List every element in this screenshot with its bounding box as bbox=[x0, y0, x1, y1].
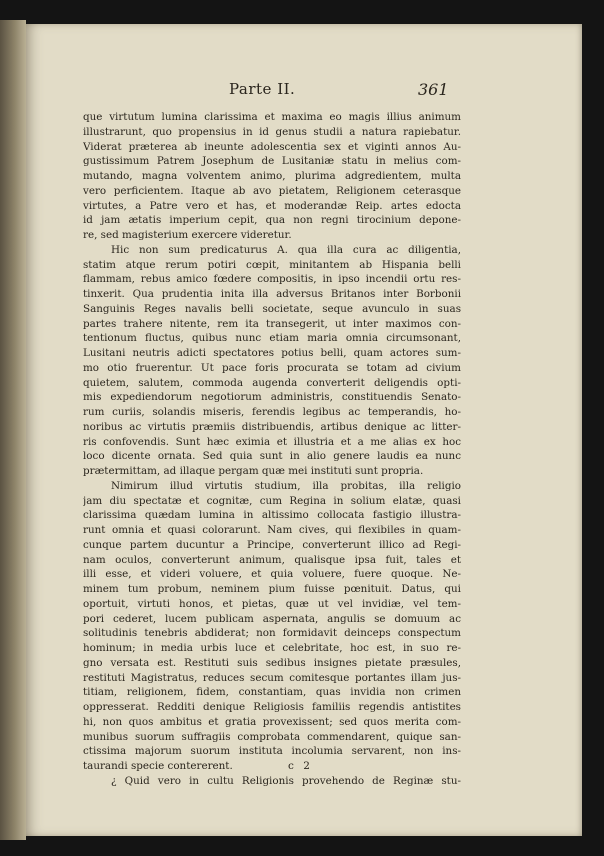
text-line: Hic non sum predicaturus A. qua illa cura ac diligentia, bbox=[111, 243, 461, 256]
text-line: prætermittam, ad illaque pergam quæ mei instituti sunt propria. bbox=[83, 465, 424, 477]
text-line: munibus suorum suffragiis comprobata commendarent, quique san- bbox=[83, 730, 461, 743]
text-line: illustrarunt, quo propensius in id genus studii a natura rapiebatur. bbox=[83, 125, 461, 138]
text-line: noribus ac virtutis præmiis distribuendis, artibus denique ac litter- bbox=[83, 420, 461, 433]
text-line: flammam, rebus amico fœdere compositis, in ipso incendii ortu res- bbox=[83, 273, 461, 286]
text-line: minem tum probum, neminem pium fuisse pœnituit. Datus, qui bbox=[83, 583, 461, 595]
text-line: que virtutum lumina clarissima et maxima eo magis illius animum bbox=[83, 111, 461, 123]
text-line: tentionum fluctus, quibus nunc etiam maria omnia circumsonant, bbox=[83, 332, 461, 345]
text-line: gno versata est. Restituti suis sedibus insignes pietate præsules, bbox=[83, 656, 461, 669]
text-line: cunque partem ducuntur a Principe, converterunt illico ad Regi- bbox=[83, 538, 461, 551]
text-line: rum curiis, solandis miseris, ferendis legibus ac temperandis, ho- bbox=[83, 406, 461, 418]
text-line: jam diu spectatæ et cognitæ, cum Regina in solium elatæ, quasi bbox=[83, 494, 461, 507]
text-line: statim atque rerum potiri cœpit, minitantem ab Hispania belli bbox=[83, 258, 461, 271]
text-line: loco dicente ornata. Sed quia sunt in alio genere laudis ea nunc bbox=[83, 450, 461, 463]
text-line: taurandi specie contererent. bbox=[83, 760, 233, 772]
text-line: clarissima quædam lumina in altissimo collocata fastigio illustra- bbox=[83, 509, 461, 522]
text-line: pori cederet, lucem publicam aspernata, angulis se domuum ac bbox=[83, 612, 461, 625]
text-line: oportuit, virtuti honos, et pietas, quæ ut vel invidiæ, vel tem- bbox=[83, 597, 461, 610]
running-head: Parte II. bbox=[229, 80, 296, 98]
text-line: quietem, salutem, commoda augenda converterit deligendis opti- bbox=[83, 376, 461, 389]
text-line: Sanguinis Reges navalis belli societate, seque avunculo in suas bbox=[83, 302, 461, 315]
signature-mark: c 2 bbox=[288, 760, 313, 772]
text-line: oppresserat. Redditi denique Religiosis familiis regendis antistites bbox=[83, 701, 461, 713]
book-binding bbox=[0, 20, 26, 840]
text-line: mo otio fruerentur. Ut pace foris procurata se totam ad civium bbox=[83, 361, 461, 374]
text-line: vero perficientem. Itaque ab avo pietatem, Religionem ceterasque bbox=[83, 184, 461, 197]
text-line: mis expediendorum negotiorum administris, constituendis Senato- bbox=[83, 391, 461, 404]
text-line: restituti Magistratus, reduces secum comitesque portantes illam jus- bbox=[83, 671, 461, 684]
text-line: ¿ Quid vero in cultu Religionis provehendo de Reginæ stu- bbox=[111, 774, 461, 787]
text-line: ctissima majorum suorum instituta incolumia servarent, non ins- bbox=[83, 745, 461, 758]
book-page bbox=[26, 24, 582, 836]
text-line: re, sed magisterium exercere videretur. bbox=[83, 229, 292, 241]
text-line: illi esse, et videri voluere, et quia voluere, fuere quoque. Ne- bbox=[83, 568, 461, 581]
page-header bbox=[26, 80, 582, 104]
text-line: ris confovendis. Sunt hæc eximia et illustria et a me alias ex hoc bbox=[83, 435, 461, 448]
text-line: tinxerit. Qua prudentia inita illa adversus Britanos inter Borbonii bbox=[83, 288, 461, 300]
text-line: gustissimum Patrem Josephum de Lusitaniæ statu in melius com- bbox=[83, 155, 461, 168]
text-line: mutando, magna volventem animo, plurima adgredientem, multa bbox=[83, 170, 461, 182]
text-line: partes trahere nitente, rem ita transegerit, ut inter maximos con- bbox=[83, 317, 461, 330]
text-line: nam oculos, converterunt animum, qualisque ipsa fuit, tales et bbox=[83, 553, 461, 566]
text-line: Viderat præterea ab ineunte adolescentia sex et viginti annos Au- bbox=[83, 140, 461, 153]
text-line: hominum; in media urbis luce et celebritate, hoc est, in suo re- bbox=[83, 642, 461, 654]
text-line: Nimirum illud virtutis studium, illa probitas, illa religio bbox=[111, 479, 461, 492]
text-line: Lusitani neutris adicti spectatores potius belli, quam actores sum- bbox=[83, 347, 461, 359]
text-line: titiam, religionem, fidem, constantiam, quas invidia non crimen bbox=[83, 686, 461, 699]
text-line: virtutes, a Patre vero et has, et moderandæ Reip. artes edocta bbox=[83, 199, 461, 212]
text-line: hi, non quos ambitus et gratia provexissent; sed quos merita com- bbox=[83, 715, 461, 728]
text-line: runt omnia et quasi colorarunt. Nam cives, qui flexibiles in quam- bbox=[83, 524, 461, 536]
body-text bbox=[83, 110, 461, 789]
text-line: solitudinis tenebris abdiderat; non formidavit deinceps conspectum bbox=[83, 627, 461, 640]
text-line: id jam ætatis imperium cepit, qua non regni tirocinium depone- bbox=[83, 214, 461, 227]
page-number: 361 bbox=[418, 80, 449, 99]
